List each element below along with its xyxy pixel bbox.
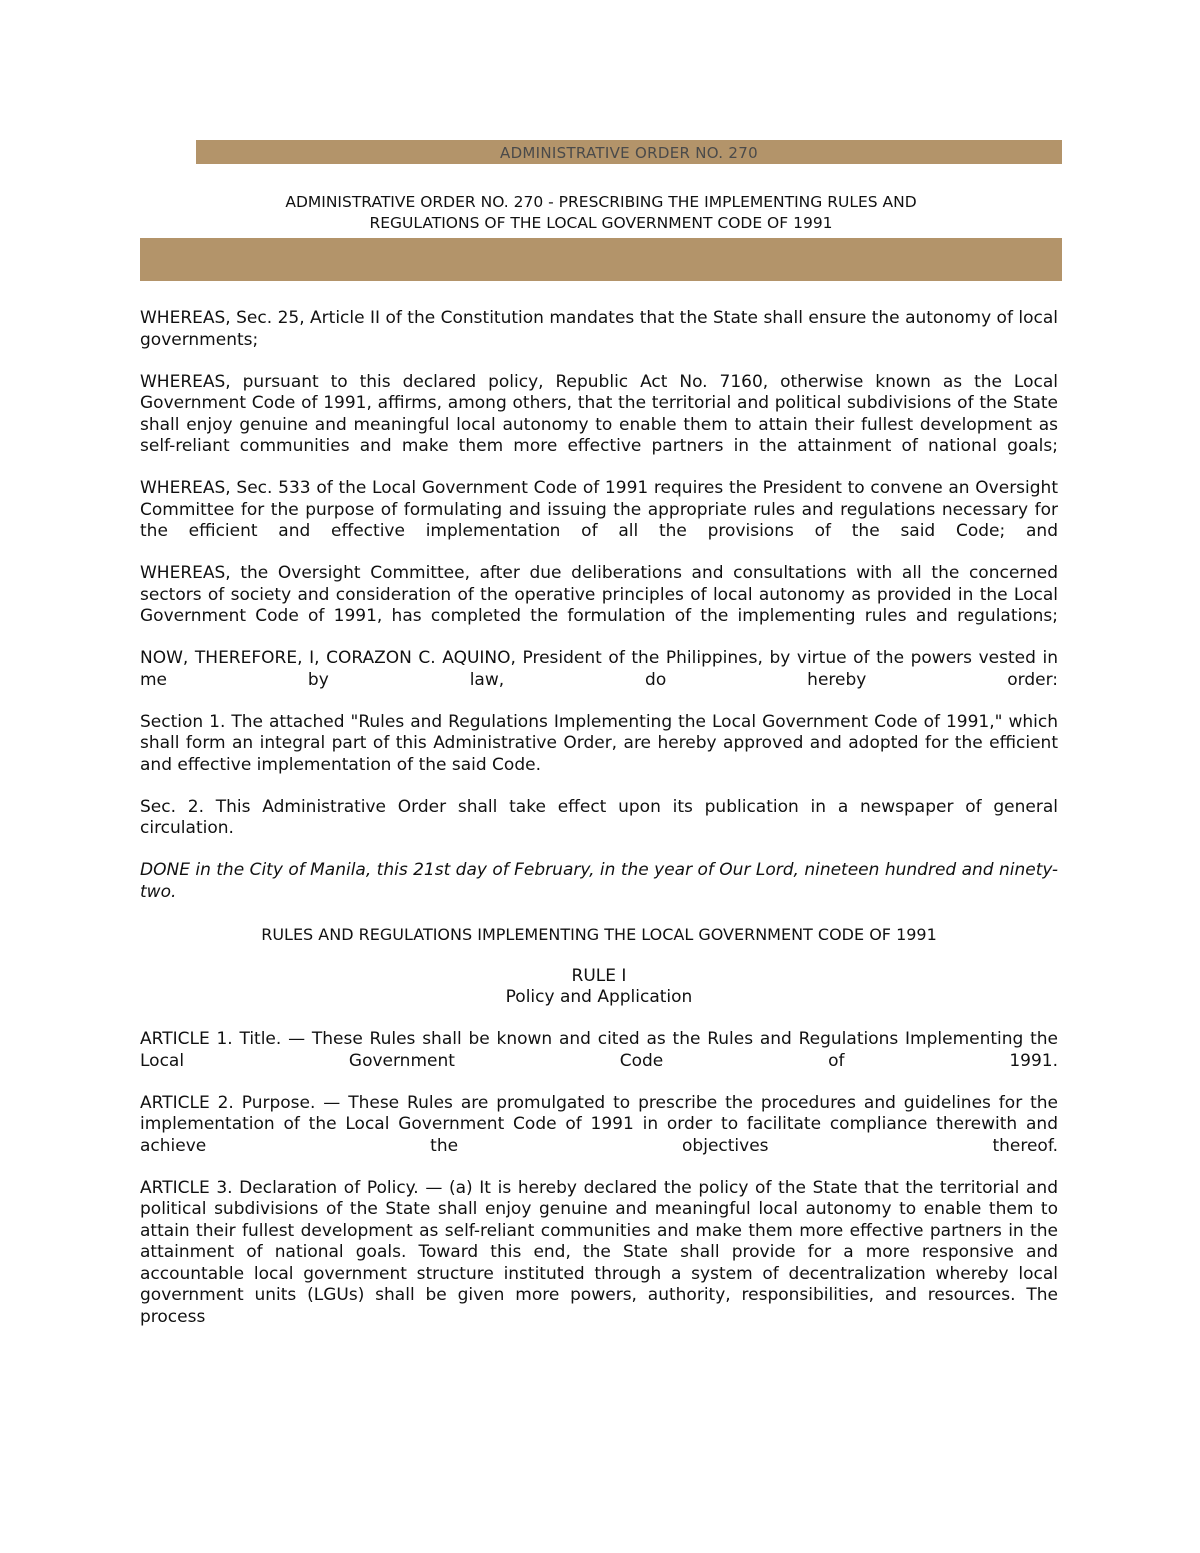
decorative-band: [140, 238, 1062, 281]
rule-title: Policy and Application: [505, 987, 693, 1007]
whereas-paragraph-3: WHEREAS, Sec. 533 of the Local Government Code of 1991 requires the President to convene an Oversight Committee for the purpose of formulating and issuing the appropriate rules and regulations necessary for the efficient and effective implementation of all the provisions of the said Code; and: [140, 478, 1058, 541]
now-therefore-paragraph: NOW, THEREFORE, I, CORAZON C. AQUINO, President of the Philippines, by virtue of the powers vested in me by law, do hereby order:: [140, 648, 1058, 690]
section-1-paragraph: Section 1. The attached "Rules and Regulations Implementing the Local Government Code of 1991," which shall form an integral part of this Administrative Order, are hereby approved and adopted for the efficient and effective implementation of the said Code.: [140, 711, 1058, 775]
title-line-2: REGULATIONS OF THE LOCAL GOVERNMENT CODE OF 1991: [369, 214, 833, 232]
article-1-paragraph: ARTICLE 1. Title. — These Rules shall be known and cited as the Rules and Regulations Implementing the Local Government Code of 1991.: [140, 1029, 1058, 1071]
article-3-paragraph: ARTICLE 3. Declaration of Policy. — (a) It is hereby declared the policy of the State that the territorial and political subdivisions of the State shall enjoy genuine and meaningful local autonomy to enable them to attain their fullest development as self-reliant communities and make them more effective partners in the attainment of national goals. Toward this end, the State shall provide for a more responsive and accountable local government structure instituted through a system of decentralization whereby local government units (LGUs) shall be given more powers, authority, responsibilities, and resources. The process: [140, 1177, 1058, 1327]
done-paragraph: DONE in the City of Manila, this 21st day of February, in the year of Our Lord, nineteen hundred and ninety-two.: [140, 860, 1058, 902]
section-2-paragraph: Sec. 2. This Administrative Order shall take effect upon its publication in a newspaper of general circulation.: [140, 796, 1058, 838]
title-line-1: ADMINISTRATIVE ORDER NO. 270 - PRESCRIBING THE IMPLEMENTING RULES AND: [285, 193, 917, 211]
article-2-paragraph: ARTICLE 2. Purpose. — These Rules are promulgated to prescribe the procedures and guidelines for the implementation of the Local Government Code of 1991 in order to facilitate compliance therewith and achieve the objectives thereof.: [140, 1092, 1058, 1156]
document-title: [140, 192, 1062, 234]
whereas-paragraph-1: WHEREAS, Sec. 25, Article II of the Constitution mandates that the State shall ensure the autonomy of local governments;: [140, 308, 1058, 350]
document-body: [140, 308, 1058, 1349]
whereas-paragraph-4: WHEREAS, the Oversight Committee, after due deliberations and consultations with all the concerned sectors of society and consideration of the operative principles of local autonomy as provided in the Local Government Code of 1991, has completed the formulation of the implementing rules and regulations;: [140, 563, 1058, 626]
rule-heading-block: [140, 966, 1058, 1009]
header-bar: ADMINISTRATIVE ORDER NO. 270: [196, 140, 1062, 164]
rules-heading: RULES AND REGULATIONS IMPLEMENTING THE LOCAL GOVERNMENT CODE OF 1991: [261, 924, 937, 944]
rule-number: RULE I: [571, 965, 627, 986]
whereas-paragraph-2: WHEREAS, pursuant to this declared policy, Republic Act No. 7160, otherwise known as the Local Government Code of 1991, affirms, among others, that the territorial and political subdivisions of the State shall enjoy genuine and meaningful local autonomy to enable them to attain their fullest development as self-reliant communities and make them more effective partners in the attainment of national goals;: [140, 371, 1058, 456]
